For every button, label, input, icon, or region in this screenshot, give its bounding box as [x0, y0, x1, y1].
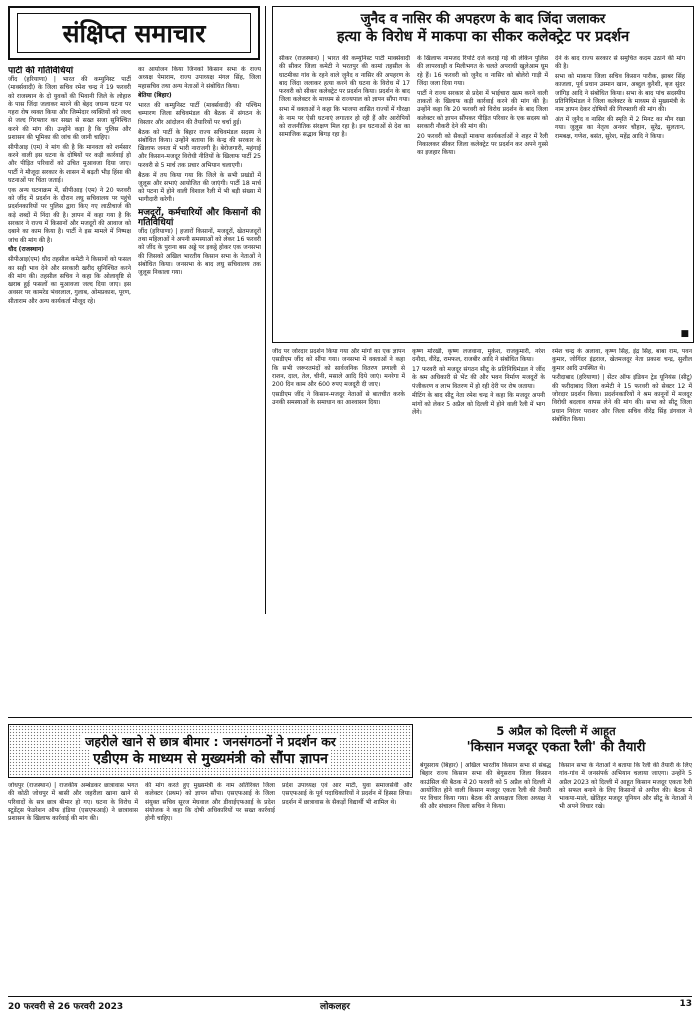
- footer-page-number: 13: [679, 999, 692, 1009]
- bottom-left-story: [8, 724, 413, 992]
- column-rule: [265, 6, 266, 614]
- top-story-text-3c: अंत में जुनैद व नासिर की स्मृति में 2 मिनट का मौन रखा गया। जुलूस का नेतृत्व अनवर चौहान, सुरेंद्र, सुलतान, रामबक्ष, गणेश, बसंत, सुरेश, महेंद्र आदि ने किया।: [555, 116, 685, 140]
- top-story-text-1: सीकर (राजस्थान) | भारत की कम्युनिस्ट पार्टी मार्क्सवादी की सीकर जिला कमेटी ने भरतपुर की कामां तहसील के घाटमीका गांव के रहने वाले जुनैद व नासिर की अपहरण के बाद जिंदा जलाकर हत्या करने की घटना के विरोध में 17 फरवरी को सीकर कलेक्ट्रेट पर प्रदर्शन किया। प्रदर्शन के बाद जिला कलेक्टर के माध्यम से राज्यपाल को ज्ञापन सौंपा गया।: [279, 55, 410, 104]
- bottom-right-col-2: [559, 762, 692, 990]
- footer-date: 20 फरवरी से 26 फरवरी 2023: [8, 1002, 124, 1012]
- mid-para-2: भारत की कम्युनिस्ट पार्टी (मार्क्सवादी) की पश्चिम चम्पारण जिला सचिवमंडल की बैठक में संगठन के विस्तार और आंदोलन की तैयारियों पर चर्चा हुई।: [138, 102, 261, 126]
- mid-band-text-2: कृष्ण मोरखी, कृष्ण लजवाना, मुकेश, राजकुमारी, नरेश दनौदा, वीरेंद्र, रामफल, राजबीर आदि ने संबोधित किया।: [412, 348, 545, 364]
- top-story-col-2: [417, 55, 548, 337]
- top-story-headline-1: जुनैद व नासिर की अपहरण के बाद जिंदा जलाकर: [360, 11, 606, 27]
- subhead-workers-activities: मजदूरों, कर्मचारियों और किसानों की गतिविधियां: [138, 207, 261, 228]
- mid-band-text-2c: मीटिंग के बाद सीटू नेता रमेश चन्द्र ने कहा कि मजदूर अपनी मांगों को लेकर 5 अप्रैल को दिल्ली में होने वाली रैली में भाग लेंगे।: [412, 392, 545, 417]
- top-story-text-2b: पार्टी ने राज्य सरकार से प्रदेश में भाईचारा खत्म करने वाली ताकतों के खिलाफ कड़ी कार्रवाई करने की मांग की है। उन्होंने कहा कि 20 फरवरी को विरोध प्रदर्शन के बाद जिला कलेक्टर को ज्ञापन सौंपकर पीड़ित परिवार के एक सदस्य को सरकारी नौकरी देने की मांग की।: [417, 89, 548, 130]
- mid-para-5: जींद (हरियाणा) | हजारों किसानों, मजदूरों, खेतमजदूरों तथा महिलाओं ने अपनी समस्याओं को लेकर 16 फरवरी को जींद के पुराना बस अड्डे पर इकट्ठे होकर एक जनसभा की जिसको अखिल भारतीय किसान सभा के नेताओं ने संबोधित किया। जनसभा के बाद लघु सचिवालय तक जुलूस निकाला गया।: [138, 227, 261, 277]
- bottom-right-story: [420, 724, 692, 992]
- mid-para-1: का आयोजन किया जिनको किसान सभा के राज्य अध्यक्ष पेमाराम, राज्य उपाध्यक्ष मंगल सिंह, जिला महासचिव तथा अन्य नेताओं ने संबोधित किया।: [138, 66, 261, 90]
- bottom-right-headline-1: 5 अप्रैल को दिल्ली में आहूत: [496, 724, 616, 738]
- end-mark-icon: ■: [680, 329, 689, 339]
- mid-band-text-1b: एसडीएम जींद ने किसान-मजदूर नेताओं से बातचीत करके उनकी समस्याओं के समाधान का आश्वासन दिया।: [272, 390, 405, 407]
- bottom-left-text-3: प्रदेश उपाध्यक्ष एवं आर माटी, युवा समाजसेवी और एसएफआई के पूर्व पदाधिकारियों ने प्रदर्शन में हिस्सा लिया। प्रदर्शन में छात्रावास के सैकड़ों विद्यार्थी भी शामिल थे।: [282, 782, 412, 806]
- top-story-text-3: देने के बाद राज्य सरकार से समुचित कदम उठाने की मांग की है।: [555, 55, 685, 71]
- mid-band-col-2: [412, 348, 545, 610]
- left-column: [8, 66, 131, 606]
- section-rule: [8, 717, 692, 718]
- mid-column: [138, 66, 261, 606]
- mid-band-text-2b: 17 फरवरी को मजदूर संगठन सीटू के प्रतिनिधिमंडल ने जींद के श्रम अधिकारी से भेंट की और भवन निर्माण मजदूरों के पंजीकरण व लाभ वितरण में हो रही देरी पर रोष जताया।: [412, 366, 545, 390]
- bottom-left-col-2: [145, 782, 275, 990]
- mid-band-text-3b: फरीदाबाद (हरियाणा) | सेंटर ऑफ इंडियन ट्रेड यूनियंस (सीटू) की फरीदाबाद जिला कमेटी ने 15 फरवरी को सेक्टर 12 में जोरदार प्रदर्शन किया। प्रदर्शनकारियों ने श्रम कानूनों में मजदूर विरोधी बदलाव वापस लेने की मांग की। सभा को सीटू जिला प्रधान निरंतर पराशर और जिला सचिव वीरेंद्र सिंह डंगवाल ने संबोधित किया।: [552, 374, 692, 423]
- left-para-2: सीपीआइ (एम) ने मांग की है कि मानवता को शर्मसार करने वाली इस घटना के दोषियों पर कड़ी कार्रवाई हो और पीड़ित परिवारों को उचित मुआवजा दिया जाए। पार्टी ने मौजूदा सरकार के शासन में बढ़ती भीड़ हिंसा की घटनाओं पर चिंता जताई।: [8, 143, 131, 185]
- top-story-text-3b: सभा को माकपा जिला सचिव किसान पारीक, झाबर सिंह काजला, पूर्व प्रधान उस्मान खान, अब्दुल कुरैशी, बृज सुंदर जांगिड़ आदि ने संबोधित किया। सभा के बाद पांच सदस्यीय प्रतिनिधिमंडल ने जिला कलेक्टर के माध्यम से मुख्यमंत्री के नाम ज्ञापन देकर दोषियों की गिरफ्तारी की मांग की।: [555, 73, 685, 114]
- section-title-box: [8, 6, 260, 60]
- top-story-box: [272, 6, 694, 343]
- subhead-party-activities: पार्टी की गतिविधियां: [8, 66, 74, 76]
- left-para-4: सीपीआइ(एम) धौद तहसील कमेटी ने किसानों को फसल का सही भाव देने और सरकारी खरीद सुनिश्चित करने की मांग की। तहसील सचिव ने कहा कि ओलावृष्टि से खराब हुई फसलों का मुआवजा जल्द दिया जाए। इस अवसर पर कामरेड भंवरलाल, गुलाब, ओमप्रकाश, पूरण, सीताराम और अन्य कार्यकर्ता मौजूद रहे।: [8, 256, 131, 305]
- bottom-right-text-1: बेगूसराय (बिहार) | अखिल भारतीय किसान सभा से संबद्ध बिहार राज्य किसान सभा की बेगूसराय जिला किसान काउंसिल की बैठक में 20 फरवरी को 5 अप्रैल को दिल्ली में आयोजित होने वाली किसान मजदूर एकता रैली की तैयारी पर विचार किया गया। बैठक की अध्यक्षता जिला अध्यक्ष ने की और संचालन जिला सचिव ने किया।: [420, 762, 551, 811]
- mid-para-4: बैठक में तय किया गया कि जिले के सभी प्रखंडों में जुलूस और सभाएं आयोजित की जाएंगी। पार्टी 18 मार्च को पटना में होने वाली विशाल रैली में भी बड़ी संख्या में भागीदारी करेगी।: [138, 171, 261, 204]
- left-para-1: जींद (हरियाणा) | भारत की कम्युनिस्ट पार्टी (मार्क्सवादी) के जिला सचिव रमेश चन्द्र ने 19 फरवरी को राजस्थान के दो युवकों की भिवानी जिले के लोहारु के पास जिंदा जलाकर मारने की बेहद जघन्य घटना पर गहरा रोष व्यक्त किया और जिम्मेदार व्यक्तियों को जल्द से जल्द गिरफ्तार कर सख्त से सख्त सजा सुनिश्चित करने की मांग की। उन्होंने कहा है कि पुलिस और प्रशासन की भूमिका की जांच की जानी चाहिए।: [8, 76, 131, 142]
- mid-para-3: बैठक को पार्टी के बिहार राज्य सचिवमंडल सदस्य ने संबोधित किया। उन्होंने बताया कि केन्द्र की सरकार के खिलाफ जनता में भारी नाराजगी है। बेरोजगारी, महंगाई और किसान-मजदूर विरोधी नीतियों के खिलाफ पार्टी 25 फरवरी से 5 मार्च तक प्रचार अभियान चलाएगी।: [138, 128, 261, 169]
- bottom-right-text-2: किसान सभा के नेताओं ने बताया कि रैली की तैयारी के लिए गांव-गांव में जनसंपर्क अभियान चलाया जाएगा। उन्होंने 5 अप्रैल 2023 को दिल्ली में आहूत किसान मजदूर एकता रैली को सफल बनाने के लिए किसानों से अपील की। बैठक में भाकपा-माले, खेतिहर मजदूर यूनियन और सीटू के नेताओं ने भी अपने विचार रखे।: [559, 762, 692, 811]
- bottom-left-headline-banner: [8, 724, 413, 778]
- mid-band-text-1: जींद पर जोरदार प्रदर्शन किया गया और मांगों का एक ज्ञापन एसडीएम जींद को सौंपा गया। जनसभा में वक्ताओं ने कहा कि सभी जरूरतमंदों को सार्वजनिक वितरण प्रणाली से राशन, दाल, तेल, चीनी, मसाले आदि दिये जाएं। मनरेगा में 200 दिन काम और 600 रुपए मजदूरी दी जाए।: [272, 348, 405, 389]
- footer-paper-name: लोकलहर: [320, 1002, 350, 1012]
- mid-band-text-3: रमेश चन्द्र के अलावा, कृष्ण सिंह, इंद्र सिंह, बाबा राम, पवन कुमार, जोगिंदर इंद्रराज, खेतमजदूर नेता प्रकाश चन्द्र, सुशील कुमार आदि उपस्थित थे।: [552, 348, 692, 372]
- top-story-col-1: [279, 55, 410, 337]
- bottom-right-headline-2: 'किसान मजदूर एकता रैली' की तैयारी: [466, 740, 646, 755]
- bettiah-dateline: बेतिया (बिहार): [138, 92, 172, 100]
- section-title: संक्षिप्त समाचार: [62, 19, 206, 48]
- dhod-dateline: धौद (राजस्थान): [8, 246, 44, 254]
- top-story-text-1b: सभा में वक्ताओं ने कहा कि भाजपा शासित राज्यों में गौरक्षा के नाम पर ऐसी घटनाएं लगातार हो रही हैं और आरोपियों को राजनीतिक संरक्षण मिल रहा है। इन घटनाओं से देश का सामाजिक सद्भाव बिगड़ रहा है।: [279, 106, 410, 139]
- top-story-text-2c: 20 फरवरी को सैकड़ों माकपा कार्यकर्ताओं ने शहर में रैली निकालकर सीकर जिला कलेक्ट्रेट पर प्रदर्शन कर अपने गुस्से का इजहार किया।: [417, 132, 548, 157]
- bottom-left-col-1: [8, 782, 138, 990]
- bottom-right-col-1: [420, 762, 551, 990]
- bottom-left-headline-2: एडीएम के माध्यम से मुख्यमंत्री को सौंपा ज्ञापन: [90, 750, 331, 768]
- top-story-headline-2: हत्या के विरोध में माकपा का सीकर कलेक्ट्रेट पर प्रदर्शन: [336, 29, 630, 45]
- footer-rule: [8, 996, 692, 997]
- left-para-3: एक अन्य घटनाक्रम में, सीपीआइ (एम) ने 20 फरवरी को जींद में प्रदर्शन के दौरान लघु सचिवालय पर पहुंचे प्रदर्शनकारियों पर पुलिस द्वारा किए गए लाठीचार्ज की कड़े शब्दों में निंदा की है। ज्ञापन में कहा गया है कि सरकार ने राज्य में किसानों और मजदूरों की आवाज को दबाने का काम किया है। पार्टी ने इस मामले में निष्पक्ष जांच की मांग की है।: [8, 186, 131, 244]
- bottom-left-col-3: [282, 782, 412, 990]
- bottom-left-text-1: जोधपुर (राजस्थान) | राजकीय अम्बेडकर छात्रावास भगत की कोठी जोधपुर में बासी और जहरीला खाना खाने से परिवादों के सत्र छात्र बीमार हो गए। घटना के विरोध में स्टूडेंट्स फेडरेशन ऑफ इंडिया (एसएफआई) ने छात्रावास प्रशासन के खिलाफ कार्रवाई की मांग की।: [8, 782, 138, 823]
- mid-band-col-3: [552, 348, 692, 610]
- mid-band-col-1: [272, 348, 405, 610]
- top-story-col-3: [555, 55, 685, 337]
- top-story-text-2: के खिलाफ नामजद रिपोर्ट दर्ज कराई गई थी लेकिन पुलिस की लापरवाही व मिलीभगत के चलते अपराधी खुलेआम घूम रहे हैं। 16 फरवरी को जुनैद व नासिर को बोलेरो गाड़ी में जिंदा जला दिया गया।: [417, 55, 548, 87]
- bottom-left-headline-1: जहरीले खाने से छात्र बीमार : जनसंगठनों ने प्रदर्शन कर: [82, 734, 339, 750]
- bottom-left-text-2: की मांग करते हुए मुख्यमंत्री के नाम अतिरिक्त जिला कलेक्टर (प्रथम) को ज्ञापन सौंपा। एसएफआई के जिला संयुक्त सचिव सूरज मेघवाल और डीवाईएफआई के प्रदेश संयोजक ने कहा कि दोषी अधिकारियों पर सख्त कार्रवाई होनी चाहिए।: [145, 782, 275, 823]
